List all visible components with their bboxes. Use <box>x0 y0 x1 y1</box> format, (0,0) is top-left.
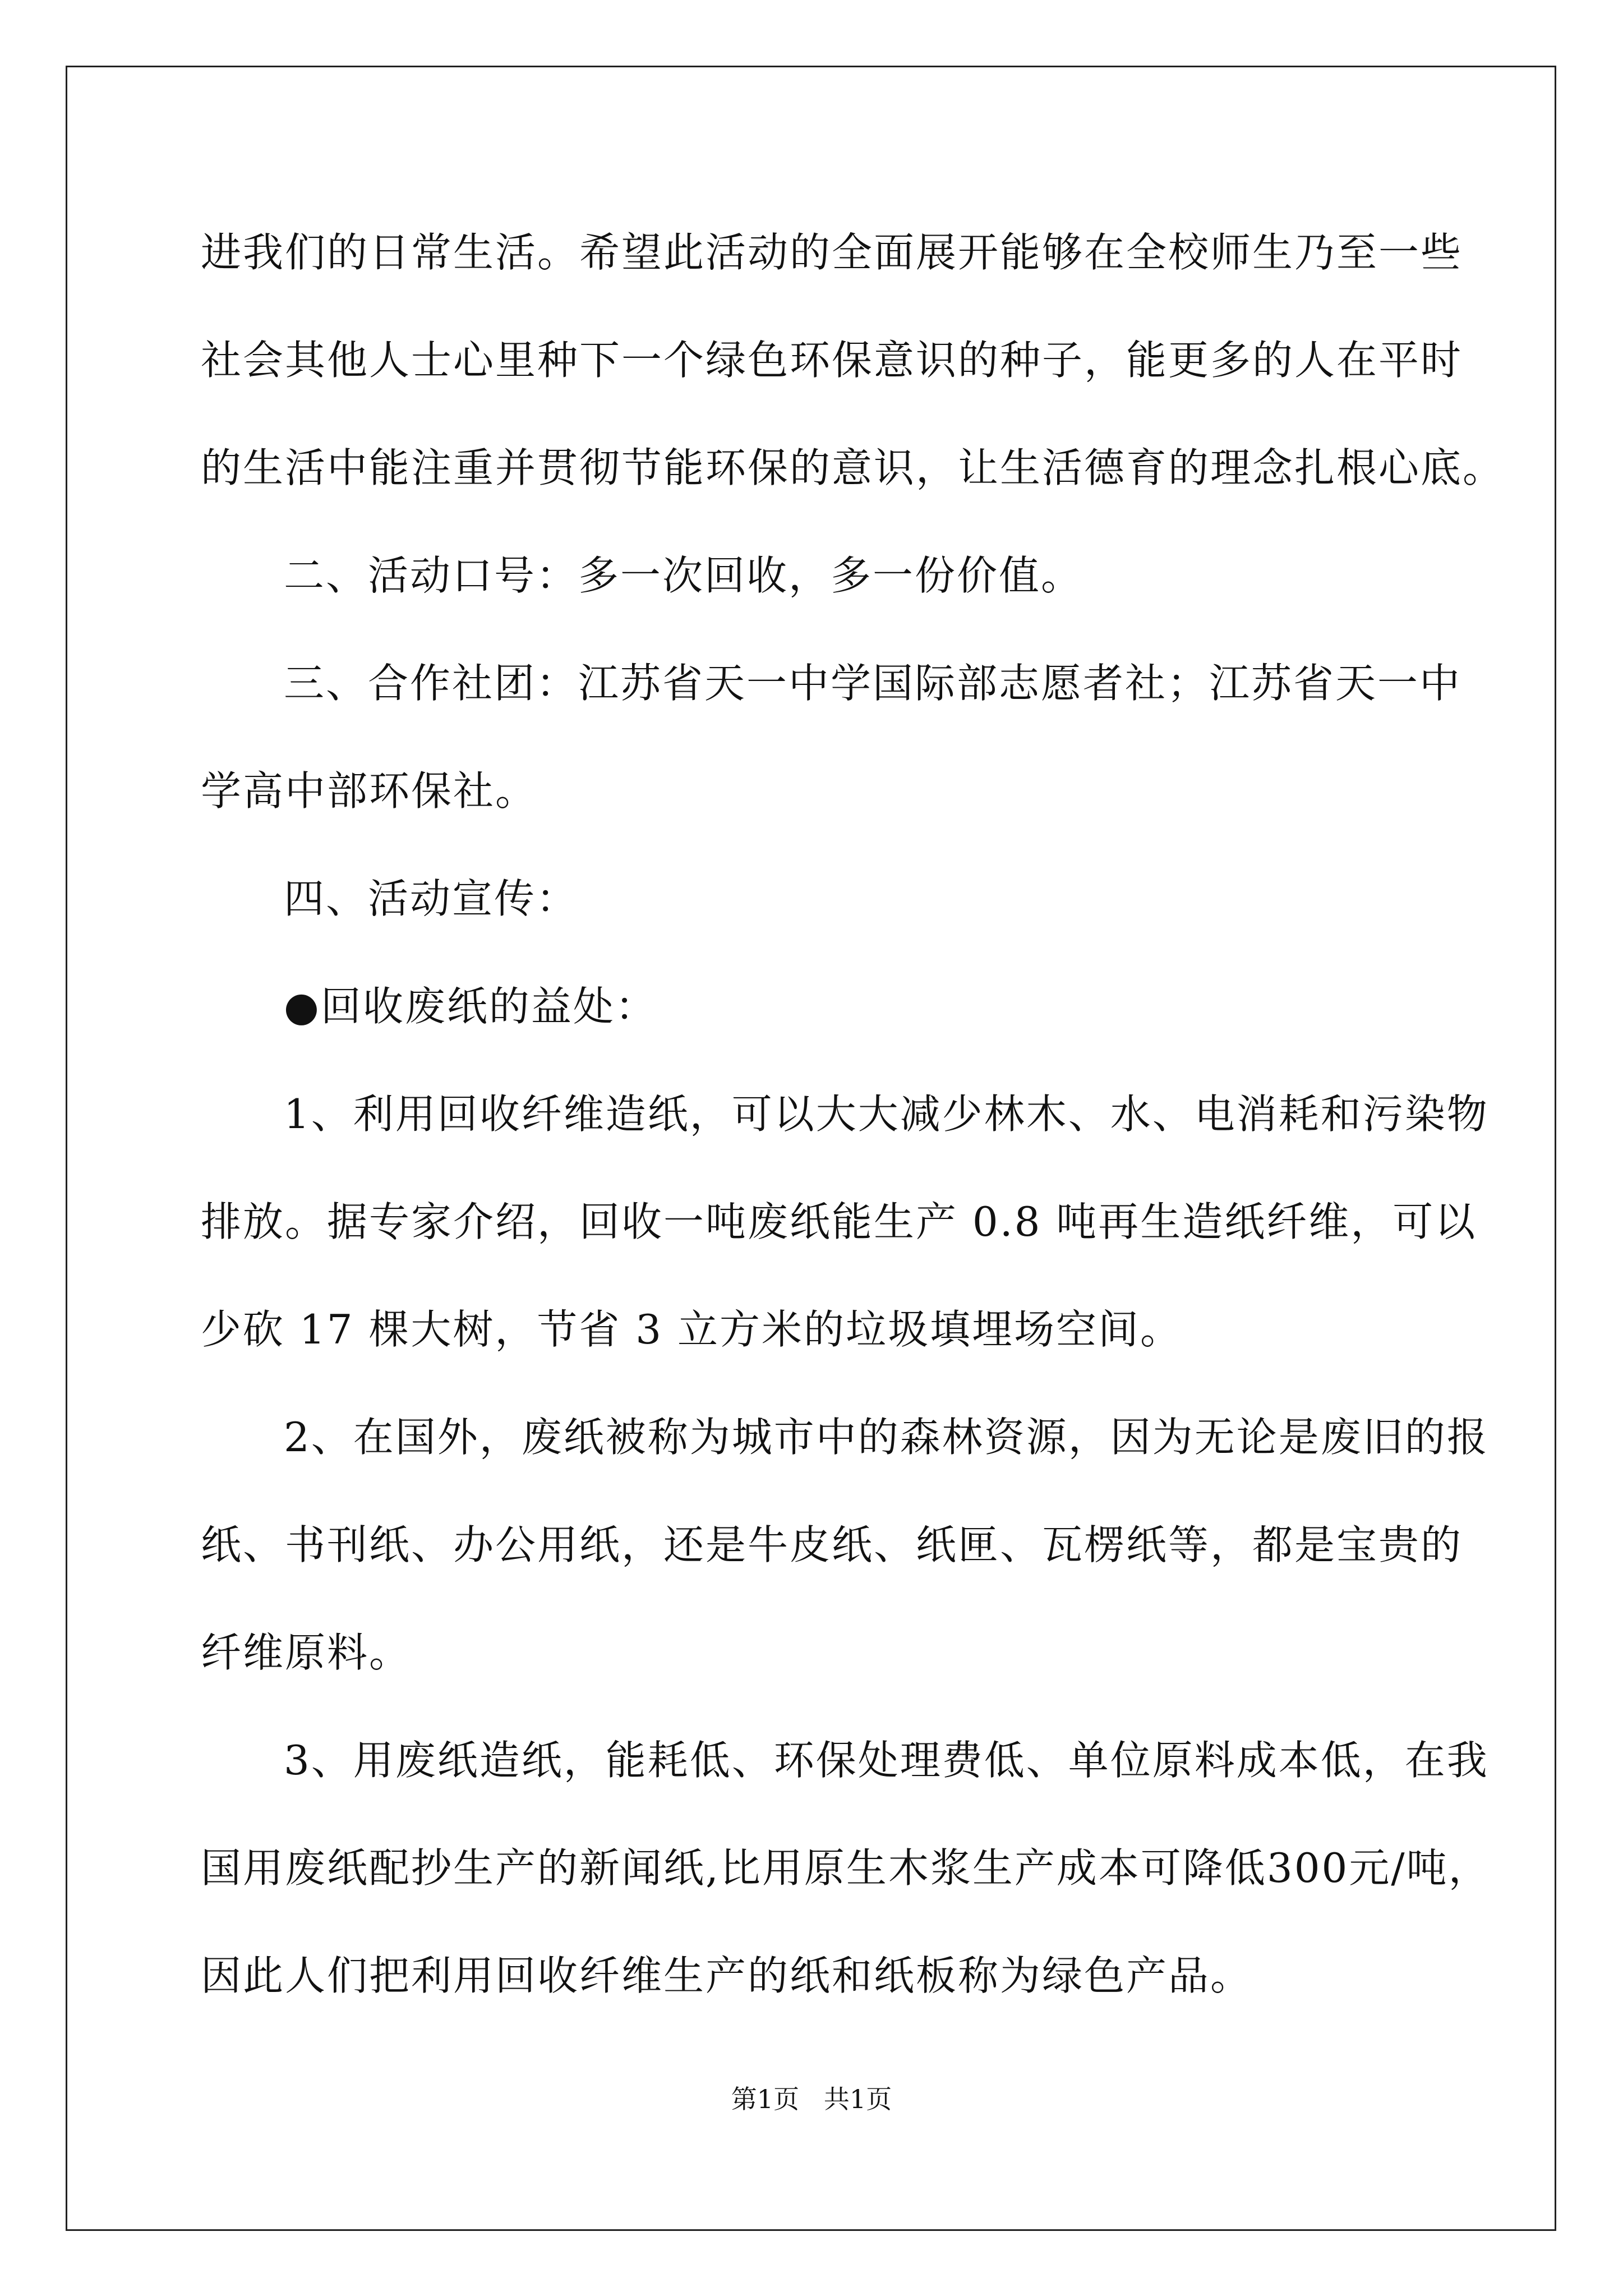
paragraph-line: 三、合作社团：江苏省天一中学国际部志愿者社；江苏省天一中 <box>284 660 1462 707</box>
paragraph-line: 社会其他人士心里种下一个绿色环保意识的种子，能更多的人在平时 <box>201 337 1463 384</box>
paragraph-line: 学高中部环保社。 <box>201 767 538 815</box>
paragraph-line: 四、活动宣传： <box>284 875 579 922</box>
paragraph-line: 纤维原料。 <box>201 1629 412 1676</box>
paragraph-line: 少砍 17 棵大树，节省 3 立方米的垃圾填埋场空间。 <box>201 1306 1182 1353</box>
page-number-footer: 第1页 共1页 <box>731 2084 892 2114</box>
paragraph-line: 2、在国外，废纸被称为城市中的森林资源，因为无论是废旧的报 <box>284 1414 1489 1461</box>
paragraph-line: 3、用废纸造纸，能耗低、环保处理费低、单位原料成本低，在我 <box>284 1737 1489 1784</box>
paragraph-line: 国用废纸配抄生产的新闻纸,比用原生木浆生产成本可降低300元/吨， <box>201 1844 1491 1892</box>
document-body <box>201 219 1505 2050</box>
paragraph-line: 二、活动口号：多一次回收，多一份价值。 <box>284 552 1083 599</box>
paragraph-line: 因此人们把利用回收纤维生产的纸和纸板称为绿色产品。 <box>201 1952 1253 1999</box>
paragraph-line: 的生活中能注重并贯彻节能环保的意识，让生活德育的理念扎根心底。 <box>201 444 1505 491</box>
paragraph-line: 排放。据专家介绍，回收一吨废纸能生产 0.8 吨再生造纸纤维，可以 <box>201 1198 1477 1245</box>
bullet-heading: ●回收废纸的益处： <box>284 983 657 1030</box>
paragraph-line: 纸、书刊纸、办公用纸，还是牛皮纸、纸匣、瓦楞纸等，都是宝贵的 <box>201 1521 1463 1568</box>
paragraph-line: 进我们的日常生活。希望此活动的全面展开能够在全校师生乃至一些 <box>201 229 1463 276</box>
paragraph-line: 1、利用回收纤维造纸，可以大大减少林木、水、电消耗和污染物 <box>284 1091 1489 1138</box>
